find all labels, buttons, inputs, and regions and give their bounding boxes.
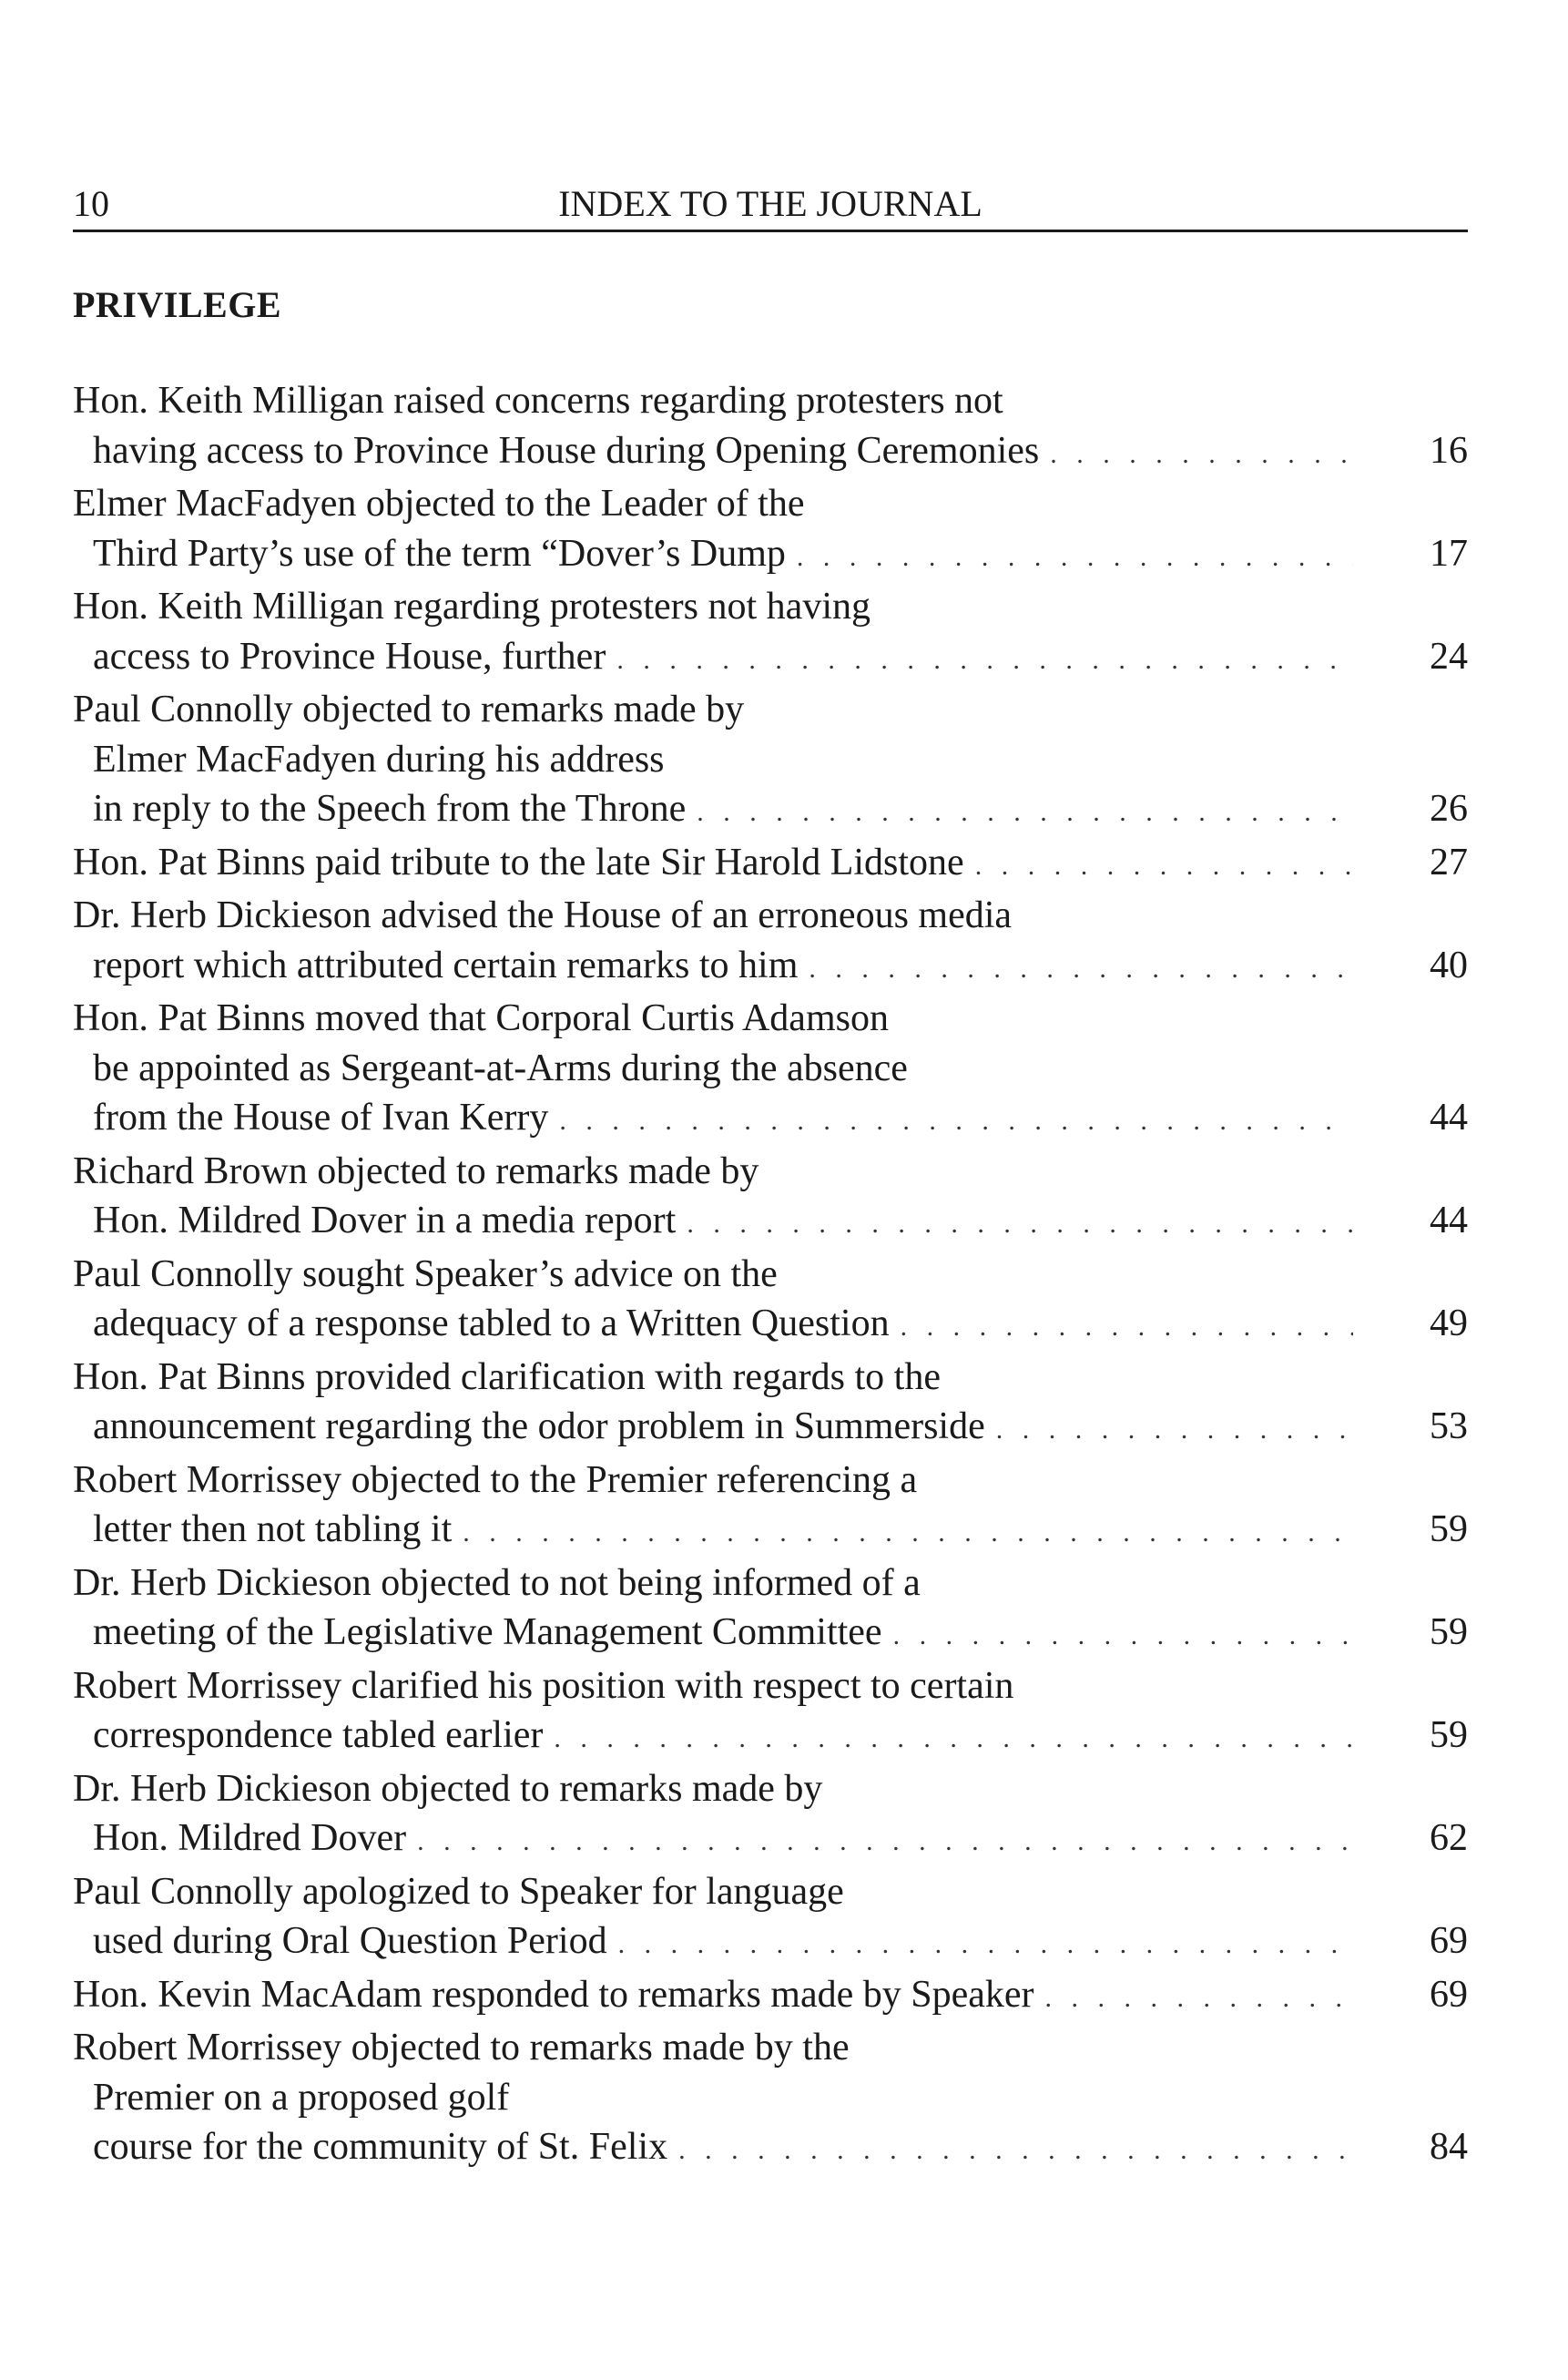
page-reference: 49: [1430, 1302, 1468, 1344]
entry-final-line: [73, 784, 1468, 838]
entry-final-line: [73, 1402, 1468, 1456]
index-entry: [73, 1970, 1468, 2024]
entry-text-line: Premier on a proposed golf: [93, 2076, 510, 2119]
index-entry: [73, 2023, 1468, 2176]
entry-final-line: [73, 529, 1468, 583]
page-reference: 44: [1430, 1200, 1468, 1241]
index-page: [73, 179, 1468, 2176]
index-entry: [73, 994, 1468, 1147]
entry-final-line: [73, 1505, 1468, 1558]
dot-leader: [463, 1508, 1353, 1558]
entry-text-line: announcement regarding the odor problem in Summerside: [93, 1405, 985, 1447]
running-title: INDEX TO THE JOURNAL: [558, 183, 983, 224]
entry-text-line: Elmer MacFadyen during his address: [93, 738, 665, 781]
page-number: 10: [73, 183, 109, 224]
dot-leader: [797, 533, 1353, 583]
entry-text-line: Hon. Pat Binns moved that Corporal Curtis Adamson: [73, 997, 889, 1039]
entry-final-line: [73, 1093, 1468, 1147]
page-reference: 40: [1430, 944, 1468, 986]
dot-leader: [1045, 1974, 1353, 2024]
entry-final-line: [73, 1196, 1468, 1250]
index-entry: [73, 582, 1468, 685]
dot-leader: [417, 1817, 1353, 1867]
entry-text-line: Hon. Kevin MacAdam responded to remarks made by Speaker: [73, 1973, 1034, 2016]
entry-final-line: [73, 632, 1468, 686]
running-header: [73, 179, 1468, 232]
entry-text-line: meeting of the Legislative Management Committee: [93, 1611, 882, 1653]
entry-final-line: [73, 1608, 1468, 1661]
index-entry: [73, 1353, 1468, 1456]
index-entry: [73, 1661, 1468, 1764]
entry-text-line: adequacy of a response tabled to a Written Question: [93, 1302, 890, 1344]
dot-leader: [1050, 430, 1353, 480]
entry-text-line: correspondence tabled earlier: [93, 1714, 544, 1756]
entry-final-line: [73, 941, 1468, 995]
page-reference: 69: [1430, 1973, 1468, 2016]
dot-leader: [554, 1714, 1353, 1764]
entry-text-line: in reply to the Speech from the Throne: [93, 788, 687, 830]
page-reference: 26: [1430, 788, 1468, 830]
dot-leader: [559, 1097, 1353, 1147]
index-entry: [73, 1867, 1468, 1970]
entry-text-line: Hon. Pat Binns provided clarification with regards to the: [73, 1355, 941, 1398]
entry-final-line: [73, 1916, 1468, 1970]
dot-leader: [618, 1920, 1353, 1970]
entry-text-line: Hon. Keith Milligan raised concerns regarding protesters not: [73, 380, 1003, 422]
page-reference: 59: [1430, 1714, 1468, 1756]
entry-text-line: Hon. Keith Milligan regarding protesters not having: [73, 586, 871, 628]
entry-text-line: report which attributed certain remarks to him: [93, 944, 799, 986]
page-reference: 62: [1430, 1817, 1468, 1859]
entry-text-line: Robert Morrissey objected to the Premier referencing a: [73, 1458, 918, 1501]
entry-final-line: [73, 1711, 1468, 1764]
entry-text-line: having access to Province House during Opening Ceremonies: [93, 429, 1040, 472]
entry-final-line: [73, 2122, 1468, 2176]
entry-text-line: Robert Morrissey objected to remarks made by the: [73, 2027, 850, 2068]
entry-final-line: [73, 1970, 1468, 2024]
entry-text-line: Dr. Herb Dickieson objected to not being informed of a: [73, 1561, 921, 1604]
page-reference: 69: [1430, 1920, 1468, 1962]
index-entry: [73, 685, 1468, 838]
entry-text-line: Hon. Mildred Dover: [93, 1817, 407, 1859]
page-reference: 59: [1430, 1508, 1468, 1550]
index-entry: [73, 1456, 1468, 1558]
page-reference: 16: [1430, 429, 1468, 472]
entry-text-line: Robert Morrissey clarified his position with respect to certain: [73, 1664, 1014, 1707]
entry-text-line: course for the community of St. Felix: [93, 2126, 668, 2168]
entry-text-line: Paul Connolly sought Speaker’s advice on the: [73, 1252, 778, 1295]
entry-text-line: Elmer MacFadyen objected to the Leader of the: [73, 483, 805, 525]
page-reference: 17: [1430, 532, 1468, 575]
entry-text-line: Richard Brown objected to remarks made by: [73, 1149, 759, 1192]
entry-text-line: from the House of Ivan Kerry: [93, 1097, 549, 1139]
dot-leader: [893, 1611, 1353, 1661]
entry-text-line: be appointed as Sergeant-at-Arms during the absence: [93, 1047, 908, 1089]
page-reference: 84: [1430, 2126, 1468, 2168]
index-entry: [73, 1764, 1468, 1867]
entry-text-line: Dr. Herb Dickieson advised the House of an erroneous media: [73, 894, 1013, 936]
dot-leader: [687, 1200, 1353, 1250]
dot-leader: [616, 636, 1353, 686]
entry-text-line: letter then not tabling it: [93, 1508, 453, 1550]
entry-final-line: [73, 1299, 1468, 1353]
dot-leader: [678, 2126, 1353, 2176]
entry-text-line: Hon. Pat Binns paid tribute to the late Sir Harold Lidstone: [73, 841, 964, 884]
index-entry: [73, 1558, 1468, 1661]
page-reference: 44: [1430, 1097, 1468, 1139]
entry-final-line: [73, 838, 1468, 892]
dot-leader: [975, 842, 1353, 892]
page-reference: 27: [1430, 841, 1468, 884]
entry-text-line: Dr. Herb Dickieson objected to remarks made by: [73, 1767, 823, 1810]
page-reference: 24: [1430, 635, 1468, 678]
entry-final-line: [73, 426, 1468, 480]
entry-text-line: Third Party’s use of the term “Dover’s Dump: [93, 532, 786, 575]
dot-leader: [809, 945, 1353, 995]
entry-text-line: access to Province House, further: [93, 635, 606, 678]
entry-text-line: Paul Connolly apologized to Speaker for language: [73, 1870, 844, 1913]
page-reference: 53: [1430, 1405, 1468, 1447]
dot-leader: [697, 788, 1353, 838]
dot-leader: [996, 1405, 1353, 1456]
index-entry: [73, 376, 1468, 479]
index-entry: [73, 838, 1468, 892]
entry-text-line: used during Oral Question Period: [93, 1920, 607, 1962]
section-heading: PRIVILEGE: [73, 284, 281, 325]
page-reference: 59: [1430, 1611, 1468, 1653]
entry-final-line: [73, 1813, 1468, 1867]
index-entry: [73, 1147, 1468, 1250]
index-entry: [73, 1250, 1468, 1353]
dot-leader: [901, 1302, 1353, 1353]
index-entry: [73, 891, 1468, 994]
index-entry-list: [73, 376, 1468, 2176]
entry-text-line: Paul Connolly objected to remarks made by: [73, 689, 745, 730]
entry-text-line: Hon. Mildred Dover in a media report: [93, 1200, 677, 1241]
index-entry: [73, 479, 1468, 582]
